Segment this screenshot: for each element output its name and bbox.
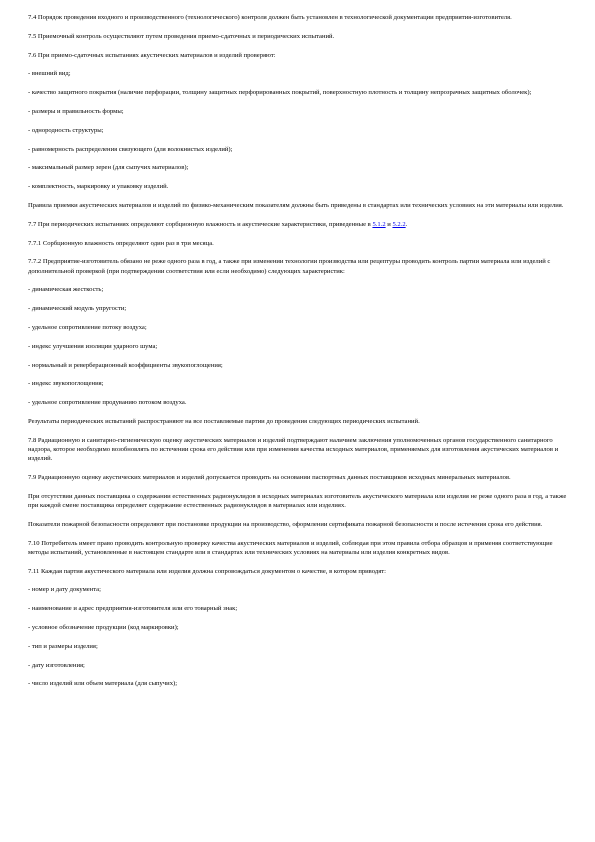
list-item: - внешний вид; — [28, 70, 71, 78]
paragraph-fire-safety: Показатели пожарной безопасности определяют при постановке продукции на производство, оформлении сертификата пожарной безопасности и после истечения срока его действия. — [28, 520, 543, 528]
list-item: - наименование и адрес предприятия-изготовителя или его товарный знак; — [28, 605, 238, 613]
list-item: - равномерность распределения связующего (для волокнистых изделий); — [28, 145, 233, 153]
list-item: - однородность структуры; — [28, 126, 104, 134]
list-item: - динамическая жесткость; — [28, 286, 104, 294]
paragraph-7-7-conj: и — [385, 220, 393, 228]
list-item: - удельное сопротивление продуванию потоком воздуха. — [28, 399, 187, 407]
paragraph-7-4: 7.4 Порядок проведения входного и производственного (технологического) контроля должен быть установлен в технологической документации предприятия-изготовителя. — [28, 14, 512, 21]
paragraph-7-8: 7.8 Радиационную и санитарно-гигиеническую оценку акустических материалов и изделий подтверждают наличием заключения уполномоченных органов государственного санитарного надзора, которое необходимо возобновлять по истечении срока его действия или при изменении качества исходных материалов, применяемых для изготовления акустических материалов и изделий. — [28, 436, 559, 463]
paragraph-7-7-end: . — [405, 220, 408, 228]
list-item: - размеры и правильность формы; — [28, 107, 124, 115]
list-item: - число изделий или объем материала (для сыпучих); — [28, 680, 178, 688]
paragraph-7-11: 7.11 Каждая партия акустического материала или изделия должна сопровождаться документом о качестве, в котором приводят: — [28, 567, 386, 575]
paragraph-7-10: 7.10 Потребитель имеет право проводить контрольную проверку качества акустических материалов и изделий, соблюдая при этом правила отбора образцов и применяя соответствующие методы испытаний, установленные в настоящем стандарте или в стандартах или технических условиях на материалы или изделия конкретных видов. — [28, 539, 553, 556]
list-item: - качество защитного покрытия (наличие перфорации, толщину защитных перфорированных покрытий, поверхностную плотность и толщину непрозрачных защитных оболочек); — [28, 89, 532, 97]
list-item: - тип и размеры изделия; — [28, 642, 98, 650]
paragraph-periodic-results: Результаты периодических испытаний распространяют на все поставляемые партии до проведения следующих периодических испытаний. — [28, 417, 420, 425]
paragraph-7-7-text: 7.7 При периодических испытаниях определяют сорбционную влажность и акустические характеристики, приведенные в — [28, 220, 373, 228]
list-item: - комплектность, маркировку и упаковку изделий. — [28, 183, 169, 191]
link-5-2-2[interactable]: 5.2.2 — [392, 220, 406, 228]
list-item: - индекс звукопоглощения; — [28, 380, 104, 388]
paragraph-radionuclides: При отсутствии данных поставщика о содержании естественных радионуклидов в исходных материалах изготовитель акустического материала или изделия не реже одного раза в год, а также при каждой смене поставщика определяет содержание естественных радионуклидов в материалах или изделиях. — [28, 492, 567, 509]
paragraph-7-5: 7.5 Приемочный контроль осуществляют путем проведения приемо-сдаточных и периодических испытаний. — [28, 32, 335, 40]
link-5-1-2[interactable]: 5.1.2 — [372, 220, 386, 228]
paragraph-7-6: 7.6 При приемо-сдаточных испытаниях акустических материалов и изделий проверяют: — [28, 51, 276, 59]
list-item: - максимальный размер зерен (для сыпучих материалов); — [28, 164, 189, 172]
paragraph-acceptance-rules: Правила приемки акустических материалов и изделий по физико-механическим показателям должны быть приведены в стандартах или технических условиях на эти материалы или изделия. — [28, 201, 564, 209]
paragraph-7-7-1: 7.7.1 Сорбционную влажность определяют один раз в три месяца. — [28, 239, 214, 247]
list-item: - индекс улучшения изоляции ударного шума; — [28, 342, 158, 350]
paragraph-7-9: 7.9 Радиационную оценку акустических материалов и изделий допускается проводить на основании паспортных данных поставщиков исходных минеральных материалов. — [28, 473, 511, 481]
list-item: - дату изготовления; — [28, 661, 85, 669]
paragraph-7-7-2: 7.7.2 Предприятие-изготовитель обязано не реже одного раза в год, а также при изменении технологии производства или рецептуры проводить контроль партии материала или изделий с дополнительной проверкой (при подтверждении соответствия или если необходимо) следующих характеристик: — [28, 258, 551, 275]
list-item: - динамический модуль упругости; — [28, 305, 127, 313]
list-item: - нормальный и реверберационный коэффициенты звукопоглощения; — [28, 361, 223, 369]
list-item: - удельное сопротивление потоку воздуха; — [28, 323, 147, 331]
paragraph-7-7 — [28, 220, 567, 229]
list-item: - условное обозначение продукции (код маркировки); — [28, 623, 179, 631]
list-item: - номер и дату документа; — [28, 586, 101, 594]
